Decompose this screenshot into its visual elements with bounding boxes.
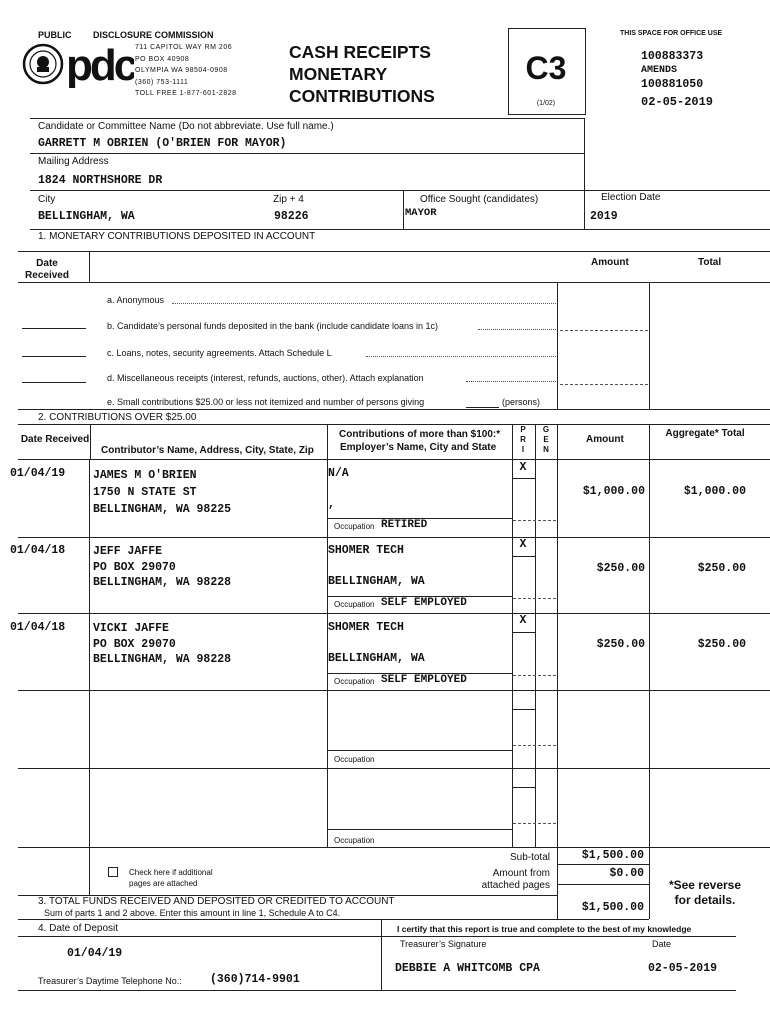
pri-label: P R I (520, 425, 526, 454)
occupation-label: Occupation (334, 755, 375, 764)
form-code: C3 (525, 50, 567, 86)
employer-location[interactable]: BELLINGHAM, WA (328, 575, 425, 588)
additional-pages-label (129, 867, 213, 889)
office-use-line: 100881050 (641, 78, 704, 91)
candidate-name-label: Candidate or Committee Name (Do not abbreviate. Use full name.) (38, 121, 334, 132)
section3-title: 3. TOTAL FUNDS RECEIVED AND DEPOSITED OR CREDITED TO ACCOUNT (38, 896, 395, 907)
agency-address (135, 42, 237, 100)
office-sought-label: Office Sought (candidates) (420, 194, 539, 205)
certify-text: I certify that this report is true and complete to the best of my knowledge (397, 924, 692, 934)
address-line: OLYMPIA WA 98504-0908 (135, 67, 228, 74)
office-sought-value[interactable]: MAYOR (405, 207, 437, 219)
pdc-logo-mark (22, 40, 134, 88)
item-loans: c. Loans, notes, security agreements. Attach Schedule L (107, 348, 332, 358)
address-line: 711 CAPITOL WAY RM 206 (135, 44, 233, 51)
additional-pages-checkbox[interactable] (108, 867, 118, 877)
section1-total-label: Total (698, 257, 722, 268)
pri-mark: X (519, 538, 527, 551)
contributor-city[interactable]: BELLINGHAM, WA 98228 (93, 653, 232, 666)
row-date[interactable]: 01/04/18 (10, 544, 66, 557)
item-small: e. Small contributions $25.00 or less not itemized and number of persons giving (107, 397, 425, 407)
row-date[interactable]: 01/04/19 (10, 467, 66, 480)
occupation-label: Occupation (334, 600, 375, 609)
form-title (289, 41, 435, 107)
address-line: (360) 753-1111 (135, 78, 189, 86)
employer-name[interactable]: SHOMER TECH (328, 544, 404, 557)
occupation-label: Occupation (334, 836, 375, 845)
treasurer-signature[interactable]: DEBBIE A WHITCOMB CPA (395, 962, 540, 975)
zip-value[interactable]: 98226 (274, 210, 309, 223)
check-label-line: pages are attached (129, 879, 198, 888)
contributor-city[interactable]: BELLINGHAM, WA 98225 (93, 503, 232, 516)
city-value[interactable]: BELLINGHAM, WA (38, 210, 135, 223)
title-line: CONTRIBUTIONS (289, 86, 435, 106)
election-date-label: Election Date (601, 192, 661, 203)
phone-label: Treasurer’s Daytime Telephone No.: (38, 976, 182, 986)
item-anonymous: a. Anonymous (107, 295, 165, 305)
total-funds-value[interactable]: $1,500.00 (581, 901, 644, 914)
mailing-address-label: Mailing Address (38, 156, 109, 167)
see-reverse-note (655, 878, 755, 908)
occupation-value[interactable]: RETIRED (381, 519, 428, 531)
title-line: CASH RECEIPTS (289, 42, 431, 62)
contributor-name[interactable]: JAMES M O'BRIEN (93, 469, 197, 482)
employer-name[interactable]: N/A (328, 467, 349, 480)
aggregate-label: Aggregate* Total (665, 428, 745, 439)
employer-label-1: Contributions of more than $100:* (339, 429, 501, 440)
section2-title: 2. CONTRIBUTIONS OVER $25.00 (38, 412, 197, 423)
item-misc: d. Miscellaneous receipts (interest, refunds, auctions, other). Attach explanation (107, 373, 424, 383)
gen-label: G E N (542, 425, 550, 454)
check-label-line: Check here if additional (129, 868, 213, 877)
attached-pages-label (440, 868, 550, 892)
contributor-city[interactable]: BELLINGHAM, WA 98228 (93, 576, 232, 589)
subtotal-value[interactable]: $1,500.00 (581, 849, 644, 862)
office-use-line: 100883373 (641, 50, 704, 63)
subtotal-label: Sub-total (509, 852, 550, 863)
employer-name[interactable]: SHOMER TECH (328, 621, 404, 634)
pri-checkbox[interactable] (512, 690, 536, 710)
mailing-address[interactable]: 1824 NORTHSHORE DR (38, 174, 163, 187)
row-date[interactable]: 01/04/18 (10, 621, 66, 634)
contribution-amount[interactable]: $250.00 (596, 562, 645, 575)
contributor-address[interactable]: PO BOX 29070 (93, 637, 176, 651)
occupation-value[interactable]: SELF EMPLOYED (381, 597, 467, 609)
attached-label-line: Amount from (492, 868, 550, 879)
zip-label: Zip + 4 (273, 194, 304, 205)
city-label: City (38, 194, 56, 205)
contributor-address[interactable]: PO BOX 29070 (93, 560, 176, 574)
contributor-block (93, 467, 231, 518)
candidate-name[interactable]: GARRETT M OBRIEN (O'BRIEN FOR MAYOR) (38, 137, 287, 150)
contributor-name[interactable]: VICKI JAFFE (93, 622, 169, 635)
section2-amount-label: Amount (586, 434, 624, 445)
contributor-address[interactable]: 1750 N STATE ST (93, 486, 197, 499)
office-use-label: THIS SPACE FOR OFFICE USE (620, 30, 723, 37)
office-use-line: AMENDS (641, 65, 678, 76)
address-line: TOLL FREE 1-877-601-2828 (135, 90, 237, 97)
phone-value[interactable]: (360)714-9901 (210, 973, 300, 986)
title-line: MONETARY (289, 64, 388, 84)
pri-mark: X (519, 614, 527, 627)
section2-date-label: Date Received (20, 434, 90, 445)
attached-label-line: attached pages (481, 880, 550, 891)
address-line: PO BOX 40908 (135, 55, 190, 63)
aggregate-total[interactable]: $250.00 (697, 562, 746, 575)
employer-label-2: Employer’s Name, City and State (340, 442, 497, 453)
occupation-label: Occupation (334, 522, 375, 531)
occupation-label: Occupation (334, 677, 375, 686)
pri-checkbox[interactable] (512, 768, 536, 788)
office-use-date: 02-05-2019 (641, 95, 714, 109)
section1-date-label: Date Received (25, 258, 69, 281)
see-reverse-line: for details. (674, 893, 736, 907)
agency-name-right: DISCLOSURE COMMISSION (93, 30, 214, 40)
employer-location[interactable]: BELLINGHAM, WA (328, 652, 425, 665)
agency-name-left: PUBLIC (38, 30, 72, 40)
employer-location[interactable]: , (328, 498, 335, 511)
sign-date-label: Date (652, 939, 672, 949)
aggregate-total[interactable]: $1,000.00 (683, 485, 746, 498)
logo-text: pdc (66, 41, 134, 88)
contributor-block (93, 544, 231, 591)
contributor-name[interactable]: JEFF JAFFE (93, 545, 163, 558)
section4-title: 4. Date of Deposit (38, 923, 119, 934)
pdc-logo (22, 40, 134, 88)
sign-date-value[interactable]: 02-05-2019 (648, 962, 718, 975)
section1-amount-label: Amount (591, 257, 629, 268)
contributor-label: Contributor’s Name, Address, City, State, Zip (101, 445, 314, 456)
contribution-amount[interactable]: $1,000.00 (582, 485, 645, 498)
section3-subtitle: Sum of parts 1 and 2 above. Enter this amount in line 1, Schedule A to C4. (44, 908, 341, 918)
item-personal-funds: b. Candidate’s personal funds deposited in the bank (include candidate loans in 1c) (107, 321, 439, 331)
see-reverse-line: *See reverse (668, 878, 742, 892)
form-version: (1/02) (536, 100, 556, 107)
section1-title: 1. MONETARY CONTRIBUTIONS DEPOSITED IN ACCOUNT (38, 231, 316, 242)
contributor-block (93, 621, 231, 668)
contribution-amount[interactable]: $250.00 (596, 638, 645, 651)
aggregate-total[interactable]: $250.00 (697, 638, 746, 651)
persons-label: (persons) (502, 397, 541, 407)
attached-pages-value[interactable]: $0.00 (609, 867, 644, 880)
occupation-value[interactable]: SELF EMPLOYED (381, 674, 467, 686)
election-date-value[interactable]: 2019 (590, 210, 618, 223)
office-use-block (641, 50, 703, 92)
deposit-date[interactable]: 01/04/19 (67, 947, 123, 960)
pri-mark: X (519, 461, 527, 474)
signature-label: Treasurer’s Signature (400, 939, 487, 949)
